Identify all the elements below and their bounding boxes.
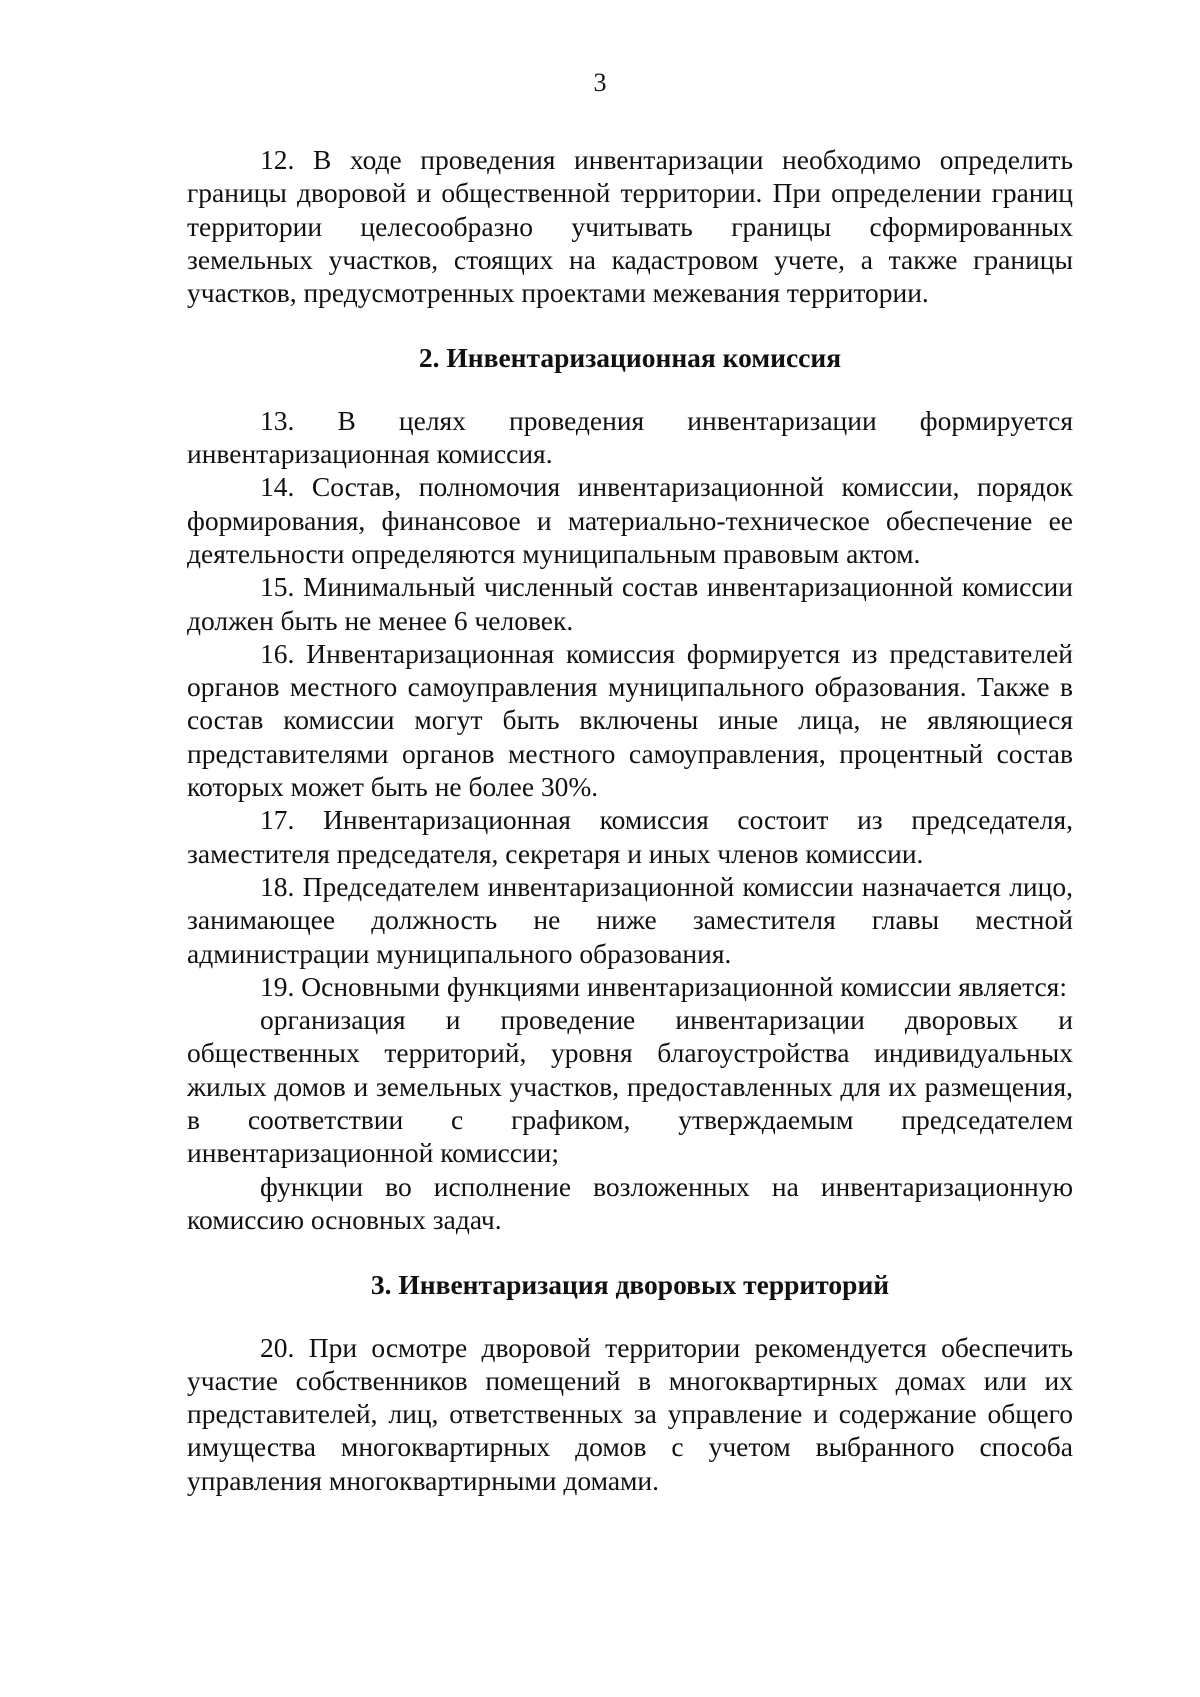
paragraph-17: 17. Инвентаризационная комиссия состоит из председателя, заместителя председателя, секретаря и иных членов комиссии. — [187, 804, 1073, 869]
spacer — [187, 309, 1073, 341]
spacer — [187, 375, 1073, 404]
paragraph-15: 15. Минимальный численный состав инвентаризационной комиссии должен быть не менее 6 человек. — [187, 571, 1073, 636]
paragraph-13: 13. В целях проведения инвентаризации формируется инвентаризационная комиссия. — [187, 404, 1073, 470]
section-heading-3: 3. Инвентаризация дворовых территорий — [370, 1269, 890, 1301]
paragraph-18: 18. Председателем инвентаризационной комиссии назначается лицо, занимающее должность не ниже заместителя главы местной администрации муниципального образования. — [187, 870, 1073, 969]
paragraph-19-item-2: функции во исполнение возложенных на инвентаризационную комиссию основных задач. — [187, 1170, 1073, 1235]
page-number: 3 — [593, 68, 607, 97]
paragraph-14: 14. Состав, полномочия инвентаризационной комиссии, порядок формирования, финансовое и материально-техническое обеспечение ее деятельности определяются муниципальным правовым актом. — [187, 471, 1073, 569]
document-body — [187, 143, 1073, 1497]
spacer — [187, 1302, 1073, 1331]
section-heading-2: 2. Инвентаризационная комиссия — [418, 342, 842, 374]
spacer — [187, 1236, 1073, 1268]
paragraph-16: 16. Инвентаризационная комиссия формируется из представителей органов местного самоуправления муниципального образования. Также в состав комиссии могут быть включены иные лица, не являющиеся представителями органов местного самоуправления, процентный состав которых может быть не более 30%. — [187, 637, 1073, 803]
paragraph-20: 20. При осмотре дворовой территории рекомендуется обеспечить участие собственников помещений в многоквартирных домах или их представителей, лиц, ответственных за управление и содержание общего имущества многоквартирных домов с учетом выбранного способа управления многоквартирными домами. — [187, 1331, 1073, 1496]
paragraph-19-item-1: организация и проведение инвентаризации дворовых и общественных территорий, уровня благоустройства индивидуальных жилых домов и земельных участков, предоставленных для их размещения, в соответствии с графиком, утверждаемым председателем инвентаризационной комиссии; — [187, 1004, 1073, 1169]
paragraph-19: 19. Основными функциями инвентаризационной комиссии является: — [260, 970, 1067, 1002]
paragraph-12: 12. В ходе проведения инвентаризации необходимо определить границы дворовой и общественной территории. При определении границ территории целесообразно учитывать границы сформированных земельных участков, стоящих на кадастровом учете, а также границы участков, предусмотренных проектами межевания территории. — [187, 144, 1073, 309]
